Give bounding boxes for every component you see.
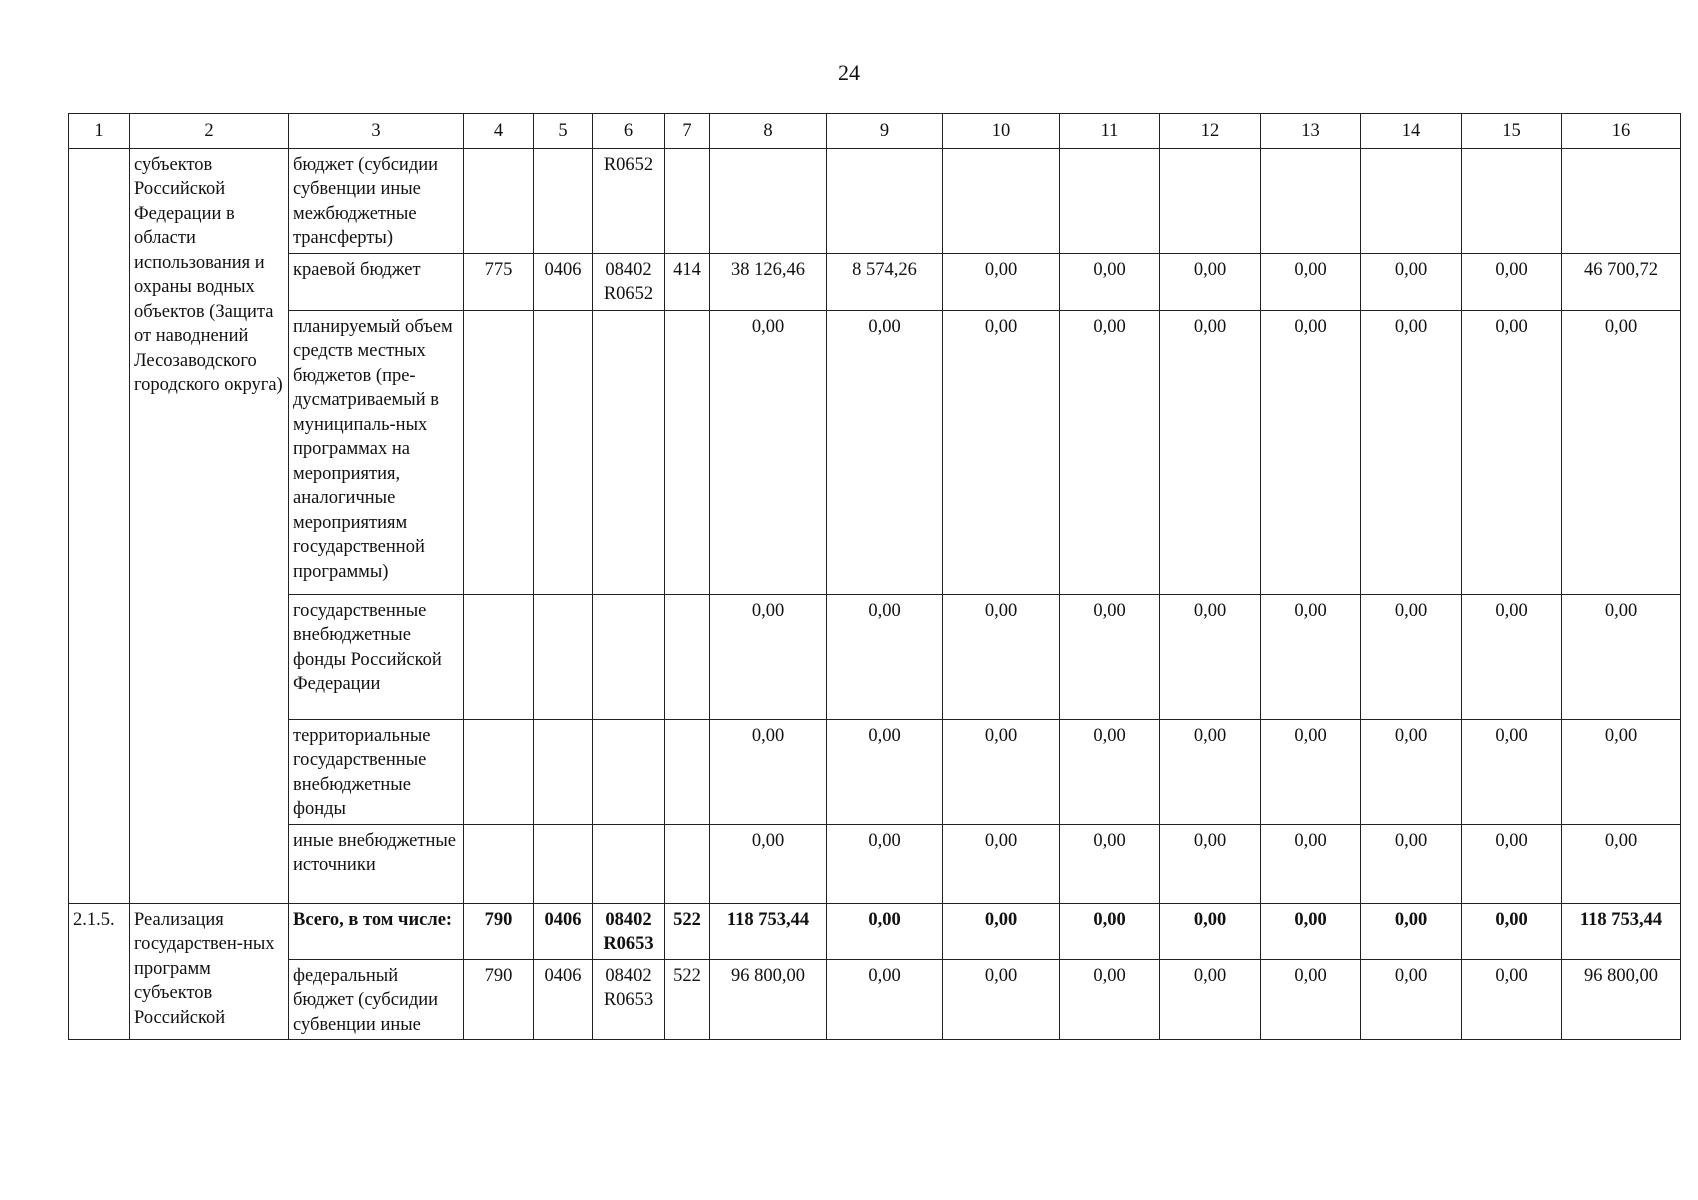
target-item-code-cell: [593, 719, 665, 824]
amount-cell: 0,00: [943, 594, 1060, 719]
expense-type-code-cell: 522: [665, 959, 710, 1040]
expense-type-code-cell: [665, 824, 710, 903]
target-item-code-cell: 08402 R0653: [593, 903, 665, 959]
amount-cell: 0,00: [1060, 719, 1160, 824]
amount-cell: [1462, 148, 1562, 253]
page-number: 24: [838, 60, 860, 85]
funding-source-cell: федеральный бюджет (субсидии субвенции иные: [289, 959, 464, 1040]
agency-code-cell: 775: [464, 253, 534, 310]
target-item-code-cell: R0652: [593, 148, 665, 253]
amount-cell: 0,00: [1160, 719, 1261, 824]
column-number-cell: 12: [1160, 114, 1261, 149]
column-number-cell: 10: [943, 114, 1060, 149]
target-item-code-cell: [593, 594, 665, 719]
amount-cell: 0,00: [1361, 310, 1462, 594]
section-code-cell: 0406: [534, 959, 593, 1040]
amount-cell: 0,00: [1462, 253, 1562, 310]
table-body: [69, 114, 1681, 1040]
amount-cell: 38 126,46: [710, 253, 827, 310]
section-code-cell: 0406: [534, 253, 593, 310]
column-number-cell: 11: [1060, 114, 1160, 149]
agency-code-cell: 790: [464, 959, 534, 1040]
section-code-cell: [534, 148, 593, 253]
amount-cell: 0,00: [1160, 824, 1261, 903]
amount-cell: 0,00: [1562, 719, 1681, 824]
column-number-cell: 2: [130, 114, 289, 149]
amount-cell: 0,00: [1462, 594, 1562, 719]
column-number-cell: 3: [289, 114, 464, 149]
funding-source-cell: планируемый объем средств местных бюджетов (пре-дусматриваемый в муниципаль-ных программах на мероприятия, аналогичные мероприятиям государственной программы): [289, 310, 464, 594]
amount-cell: 0,00: [1462, 824, 1562, 903]
amount-cell: 0,00: [1261, 253, 1361, 310]
amount-cell: 0,00: [943, 824, 1060, 903]
column-number-cell: 8: [710, 114, 827, 149]
amount-cell: [710, 148, 827, 253]
expense-type-code-cell: [665, 594, 710, 719]
column-number-cell: 14: [1361, 114, 1462, 149]
amount-cell: 0,00: [1261, 719, 1361, 824]
table-row: [69, 594, 1681, 719]
item-number-cell: 2.1.5.: [69, 903, 130, 1040]
funding-source-cell: краевой бюджет: [289, 253, 464, 310]
amount-cell: 0,00: [1160, 253, 1261, 310]
funding-source-cell: Всего, в том числе:: [289, 903, 464, 959]
amount-cell: 0,00: [1060, 253, 1160, 310]
table-row: [69, 310, 1681, 594]
amount-cell: 0,00: [1462, 310, 1562, 594]
amount-cell: [827, 148, 943, 253]
amount-cell: [943, 148, 1060, 253]
amount-cell: 0,00: [1462, 959, 1562, 1040]
amount-cell: 0,00: [827, 903, 943, 959]
section-code-cell: [534, 824, 593, 903]
amount-cell: 0,00: [827, 719, 943, 824]
item-name-cell: Реализация государствен-ных программ субъектов Российской: [130, 903, 289, 1040]
amount-cell: 0,00: [1160, 310, 1261, 594]
amount-cell: 0,00: [827, 959, 943, 1040]
amount-cell: 0,00: [1462, 903, 1562, 959]
amount-cell: 0,00: [1261, 824, 1361, 903]
target-item-code-cell: [593, 310, 665, 594]
amount-cell: 0,00: [710, 719, 827, 824]
column-number-cell: 1: [69, 114, 130, 149]
amount-cell: 0,00: [1562, 594, 1681, 719]
table-row: [69, 253, 1681, 310]
amount-cell: 0,00: [1361, 824, 1462, 903]
column-number-cell: 16: [1562, 114, 1681, 149]
amount-cell: 0,00: [710, 824, 827, 903]
expense-type-code-cell: [665, 719, 710, 824]
amount-cell: 0,00: [1060, 959, 1160, 1040]
section-code-cell: [534, 594, 593, 719]
amount-cell: 96 800,00: [1562, 959, 1681, 1040]
amount-cell: 0,00: [1261, 903, 1361, 959]
table-row: [69, 719, 1681, 824]
agency-code-cell: [464, 148, 534, 253]
amount-cell: [1361, 148, 1462, 253]
amount-cell: 0,00: [1562, 310, 1681, 594]
funding-source-cell: бюджет (субсидии субвенции иные межбюджетные трансферты): [289, 148, 464, 253]
section-code-cell: 0406: [534, 903, 593, 959]
table-row: [69, 903, 1681, 959]
amount-cell: 0,00: [827, 310, 943, 594]
section-code-cell: [534, 719, 593, 824]
amount-cell: 118 753,44: [710, 903, 827, 959]
column-number-cell: 9: [827, 114, 943, 149]
amount-cell: 0,00: [1361, 253, 1462, 310]
amount-cell: 0,00: [1060, 903, 1160, 959]
table-row: [69, 148, 1681, 253]
amount-cell: 0,00: [1361, 959, 1462, 1040]
target-item-code-cell: [593, 824, 665, 903]
amount-cell: 46 700,72: [1562, 253, 1681, 310]
target-item-code-cell: 08402 R0653: [593, 959, 665, 1040]
amount-cell: 0,00: [943, 959, 1060, 1040]
agency-code-cell: 790: [464, 903, 534, 959]
expense-type-code-cell: 414: [665, 253, 710, 310]
amount-cell: 118 753,44: [1562, 903, 1681, 959]
amount-cell: 0,00: [1060, 310, 1160, 594]
amount-cell: 0,00: [1462, 719, 1562, 824]
table-row: [69, 959, 1681, 1040]
amount-cell: [1562, 148, 1681, 253]
amount-cell: 0,00: [1261, 959, 1361, 1040]
amount-cell: 0,00: [710, 594, 827, 719]
column-number-cell: 13: [1261, 114, 1361, 149]
amount-cell: 0,00: [827, 824, 943, 903]
target-item-code-cell: 08402 R0652: [593, 253, 665, 310]
amount-cell: 0,00: [943, 903, 1060, 959]
item-name-cell: субъектов Российской Федерации в области использования и охраны водных объектов (Защита от наводнений Лесозаводского городского округа): [130, 148, 289, 903]
column-number-cell: 15: [1462, 114, 1562, 149]
budget-table-sheet: [68, 113, 1680, 1040]
amount-cell: 0,00: [1361, 594, 1462, 719]
budget-table: [68, 113, 1681, 1040]
expense-type-code-cell: 522: [665, 903, 710, 959]
amount-cell: 0,00: [1361, 903, 1462, 959]
table-row: [69, 824, 1681, 903]
amount-cell: 0,00: [1261, 310, 1361, 594]
amount-cell: 0,00: [1261, 594, 1361, 719]
amount-cell: 0,00: [1160, 594, 1261, 719]
amount-cell: [1261, 148, 1361, 253]
agency-code-cell: [464, 594, 534, 719]
column-number-row: [69, 114, 1681, 149]
amount-cell: 0,00: [1160, 959, 1261, 1040]
amount-cell: 0,00: [827, 594, 943, 719]
amount-cell: [1060, 148, 1160, 253]
amount-cell: 0,00: [1160, 903, 1261, 959]
section-code-cell: [534, 310, 593, 594]
amount-cell: 8 574,26: [827, 253, 943, 310]
column-number-cell: 7: [665, 114, 710, 149]
funding-source-cell: территориальные государственные внебюджетные фонды: [289, 719, 464, 824]
funding-source-cell: государственные внебюджетные фонды Российской Федерации: [289, 594, 464, 719]
expense-type-code-cell: [665, 148, 710, 253]
amount-cell: 96 800,00: [710, 959, 827, 1040]
amount-cell: 0,00: [1562, 824, 1681, 903]
column-number-cell: 4: [464, 114, 534, 149]
amount-cell: 0,00: [1060, 594, 1160, 719]
amount-cell: 0,00: [943, 253, 1060, 310]
amount-cell: 0,00: [943, 719, 1060, 824]
column-number-cell: 5: [534, 114, 593, 149]
agency-code-cell: [464, 719, 534, 824]
amount-cell: 0,00: [1361, 719, 1462, 824]
column-number-cell: 6: [593, 114, 665, 149]
funding-source-cell: иные внебюджетные источники: [289, 824, 464, 903]
agency-code-cell: [464, 824, 534, 903]
amount-cell: 0,00: [710, 310, 827, 594]
agency-code-cell: [464, 310, 534, 594]
amount-cell: 0,00: [943, 310, 1060, 594]
item-number-cell: [69, 148, 130, 903]
amount-cell: 0,00: [1060, 824, 1160, 903]
amount-cell: [1160, 148, 1261, 253]
expense-type-code-cell: [665, 310, 710, 594]
